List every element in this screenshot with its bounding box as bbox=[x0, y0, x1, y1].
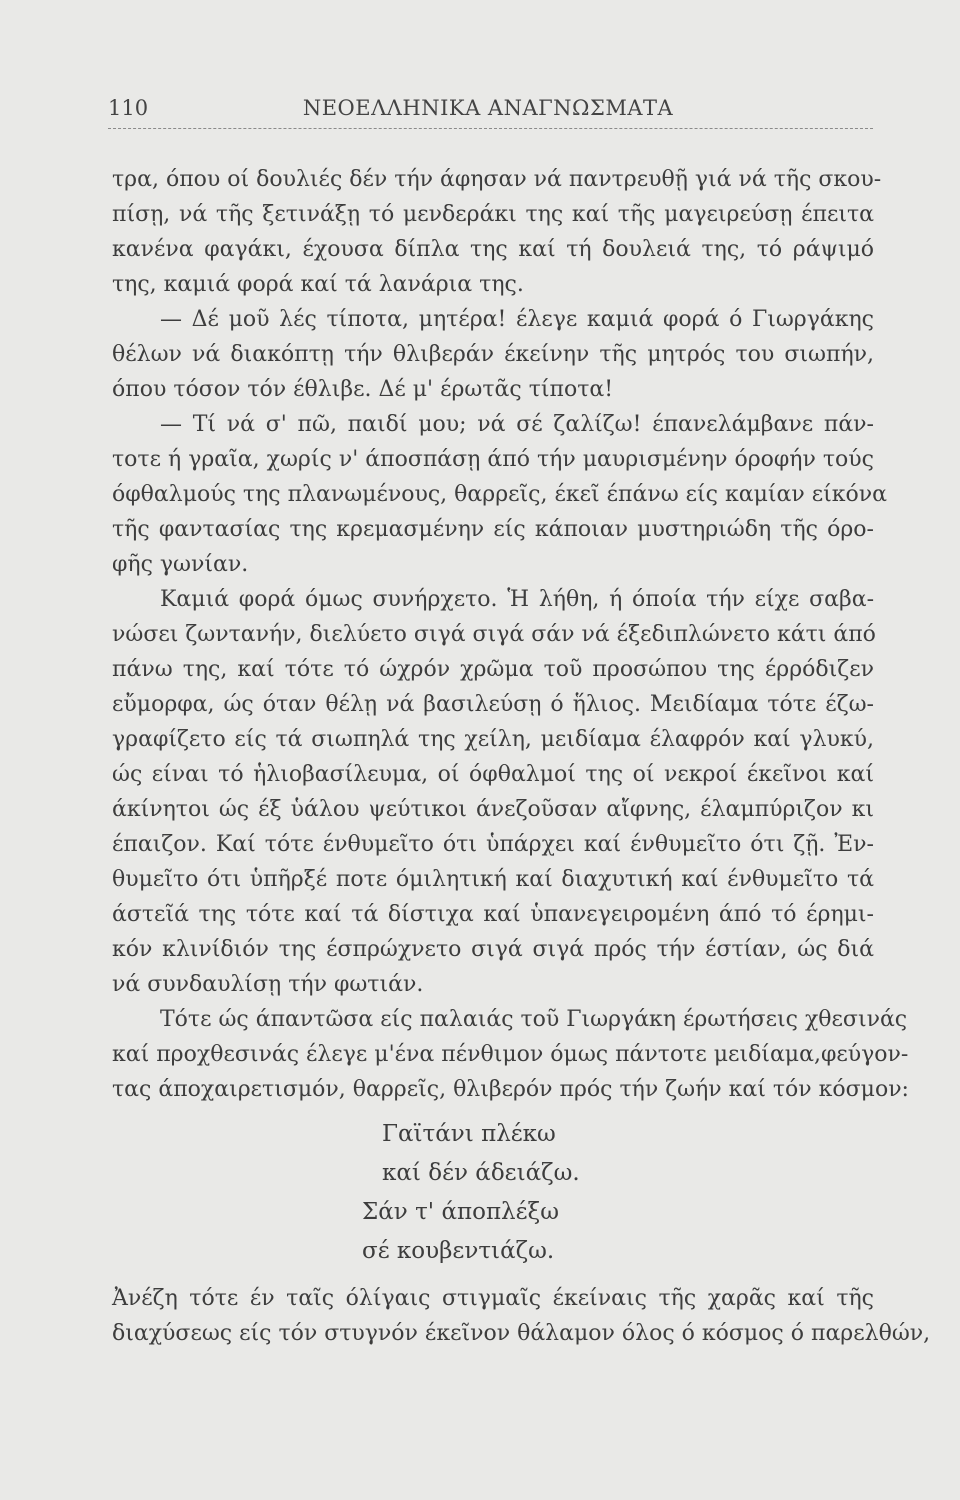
text-line: γραφίζετο είς τά σιωπηλά της χείλη, μειδίαμα έλαφρόν καί γλυκύ, bbox=[112, 727, 874, 752]
verse-line: καί δέν άδειάζω. bbox=[382, 1160, 580, 1186]
body-text bbox=[112, 162, 931, 1351]
text-line: Τότε ώς άπαντῶσα είς παλαιάς τοῦ Γιωργάκη έρωτήσεις χθεσινάς bbox=[160, 1007, 908, 1032]
verse-line: Γαϊτάνι πλέκω bbox=[382, 1121, 556, 1147]
text-line: Καμιά φορά όμως συνήρχετο. Ἡ λήθη, ή όποία τήν είχε σαβα- bbox=[160, 587, 874, 612]
text-line: άστεῖά της τότε καί τά δίστιχα καί ὑπανεγειρομένη άπό τό έρημι- bbox=[112, 902, 874, 927]
text-line: κόν κλινίδιόν της έσπρώχνετο σιγά σιγά πρός τήν έστίαν, ώς διά bbox=[112, 937, 874, 962]
text-line: πάνω της, καί τότε τό ώχρόν χρῶμα τοῦ προσώπου της έρρόδιζεν bbox=[112, 657, 874, 682]
text-line: καί προχθεσινάς έλεγε μ'ένα πένθιμον όμως πάντοτε μειδίαμα,φεύγον- bbox=[112, 1042, 909, 1067]
text-line: Ἀνέζη τότε έν ταῖς όλίγαις στιγμαῖς έκείναις τῆς χαρᾶς καί τῆς bbox=[112, 1286, 874, 1311]
text-line: — Τί νά σ' πῶ, παιδί μου; νά σέ ζαλίζω! έπανελάμβανε πάν- bbox=[160, 412, 874, 437]
page-header bbox=[108, 96, 868, 126]
text-line: τῆς φαντασίας της κρεμασμένην είς κάποιαν μυστηριώδη τῆς όρο- bbox=[112, 517, 874, 542]
text-line: της, καμιά φορά καί τά λανάρια της. bbox=[112, 272, 524, 297]
text-line: πίσῃ, νά τῆς ξετινάξῃ τό μενδεράκι της καί τῆς μαγειρεύσῃ έπειτα bbox=[112, 202, 874, 227]
text-line: θέλων νά διακόπτῃ τήν θλιβεράν έκείνην τῆς μητρός του σιωπήν, bbox=[112, 342, 874, 367]
running-title: ΝΕΟΕΛΛΗΝΙΚΑ ΑΝΑΓΝΩΣΜΑΤΑ bbox=[302, 96, 674, 120]
text-line: νά συνδαυλίσῃ τήν φωτιάν. bbox=[112, 972, 424, 997]
text-line: — Δέ μοῦ λές τίποτα, μητέρα! έλεγε καμιά φορά ό Γιωργάκης bbox=[160, 307, 874, 332]
text-line: φῆς γωνίαν. bbox=[112, 552, 249, 577]
text-line: τρα, όπου οί δουλιές δέν τήν άφησαν νά παντρευθῇ γιά νά τῆς σκου- bbox=[112, 167, 882, 192]
text-line: έπαιζον. Καί τότε ένθυμεῖτο ότι ὑπάρχει καί ένθυμεῖτο ότι ζῇ. Ἐν- bbox=[112, 832, 874, 857]
text-line: κανένα φαγάκι, έχουσα δίπλα της καί τή δουλειά της, τό ράψιμό bbox=[112, 237, 874, 262]
text-line: νώσει ζωντανήν, διελύετο σιγά σιγά σάν νά έξεδιπλώνετο κάτι άπό bbox=[112, 622, 876, 647]
verse-line: Σάν τ' άποπλέξω bbox=[362, 1199, 559, 1225]
text-line: τοτε ή γραῖα, χωρίς ν' άποσπάσῃ άπό τήν μαυρισμένην όροφήν τούς bbox=[112, 447, 874, 472]
text-line: ώς είναι τό ἡλιοβασίλευμα, οί όφθαλμοί της οί νεκροί έκεῖνοι καί bbox=[112, 762, 874, 787]
text-line: θυμεῖτο ότι ὑπῆρξέ ποτε όμιλητική καί διαχυτική καί ένθυμεῖτο τά bbox=[112, 867, 874, 892]
text-line: τας άποχαιρετισμόν, θαρρεῖς, θλιβερόν πρός τήν ζωήν καί τόν κόσμον: bbox=[112, 1077, 909, 1102]
header-rule bbox=[108, 128, 873, 129]
verse-line: σέ κουβεντιάζω. bbox=[362, 1238, 555, 1264]
after-verse-paragraph bbox=[112, 1281, 931, 1351]
text-line: όπου τόσον τόν έθλιβε. Δέ μ' έρωτᾶς τίποτα! bbox=[112, 377, 614, 402]
text-line: διαχύσεως είς τόν στυγνόν έκεῖνον θάλαμον όλος ό κόσμος ό παρελθών, bbox=[112, 1321, 931, 1346]
text-line: όφθαλμούς της πλανωμένους, θαρρεῖς, έκεῖ έπάνω είς καμίαν είκόνα bbox=[112, 482, 887, 507]
page-number: 110 bbox=[108, 96, 149, 120]
text-line: εὔμορφα, ώς όταν θέλῃ νά βασιλεύσῃ ό ἥλιος. Μειδίαμα τότε έζω- bbox=[112, 692, 874, 717]
text-line: άκίνητοι ώς έξ ὑάλου ψεύτικοι άνεζοῦσαν αἴφνης, έλαμπύριζον κι bbox=[112, 797, 874, 822]
verse bbox=[112, 1115, 874, 1271]
